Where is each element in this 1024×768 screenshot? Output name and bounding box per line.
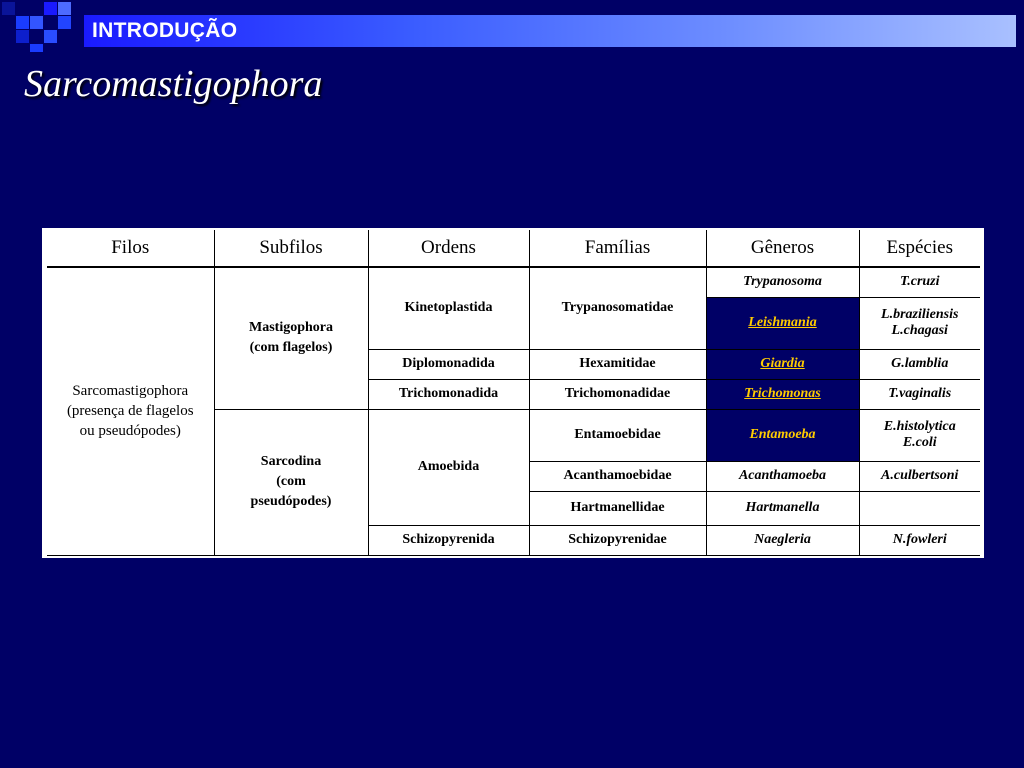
genero-leishmania-cell [706,297,859,349]
genero-trypanosoma: Trypanosoma [706,267,859,297]
subfilo-mastigophora-name: Mastigophora [249,320,333,336]
especie-aculbertsoni: A.culbertsoni [859,461,980,491]
familia-hartmanellidae: Hartmanellidae [529,491,706,525]
familia-trypanosomatidae: Trypanosomatidae [529,267,706,349]
especie-ehistolytica: E.histolytica [883,419,956,434]
ordem-kinetoplastida: Kinetoplastida [368,267,529,349]
genero-entamoeba-cell [706,409,859,461]
especie-nfowleri: N.fowleri [859,525,980,555]
familia-schizopyrenidae: Schizopyrenidae [529,525,706,555]
taxonomy-table [47,230,980,556]
subfilo-sarcodina [214,409,368,555]
especie-lchagasi: L.chagasi [891,323,948,338]
header-subfilos: Subfilos [214,230,368,267]
familia-hexamitidae: Hexamitidae [529,349,706,379]
ordem-diplomonadida: Diplomonadida [368,349,529,379]
ordem-trichomonadida: Trichomonadida [368,379,529,409]
familia-entamoebidae: Entamoebidae [529,409,706,461]
especie-glamblia: G.lamblia [859,349,980,379]
taxonomy-table-container [42,228,984,558]
subfilo-sarcodina-desc-1: (com [276,474,306,489]
genero-giardia-link[interactable]: Giardia [760,356,805,371]
table-header-row [47,230,980,267]
subfilo-sarcodina-desc-2: pseudópodes) [250,494,332,509]
header-ordens: Ordens [368,230,529,267]
table-row [47,267,980,297]
genero-entamoeba: Entamoeba [749,427,816,442]
slide-title: Sarcomastigophora [24,63,323,105]
header-familias: Famílias [529,230,706,267]
genero-trichomonas-link[interactable]: Trichomonas [744,386,821,401]
especie-lbraziliensis: L.braziliensis [881,307,959,322]
familia-acanthamoebidae: Acanthamoebidae [529,461,706,491]
subfilo-mastigophora-desc: (com flagelos) [249,340,333,356]
filo-name: Sarcomastigophora [72,383,189,400]
ordem-schizopyrenida: Schizopyrenida [368,525,529,555]
especie-tvaginalis: T.vaginalis [859,379,980,409]
filo-desc-2: ou pseudópodes) [79,423,181,440]
genero-naegleria: Naegleria [706,525,859,555]
header-filos: Filos [47,230,214,267]
familia-trichomonadidae: Trichomonadidae [529,379,706,409]
corner-decoration [0,0,90,60]
subfilo-mastigophora [214,267,368,409]
especie-ecoli: E.coli [902,435,937,450]
especie-tcruzi: T.cruzi [859,267,980,297]
ordem-amoebida: Amoebida [368,409,529,525]
subfilo-sarcodina-name: Sarcodina [260,454,322,469]
header-especies: Espécies [859,230,980,267]
genero-trichomonas-cell [706,379,859,409]
section-title: INTRODUÇÃO [92,19,238,42]
genero-hartmanella: Hartmanella [706,491,859,525]
especie-leishmania [859,297,980,349]
genero-acanthamoeba: Acanthamoeba [706,461,859,491]
filo-cell [47,267,214,555]
header-generos: Gêneros [706,230,859,267]
filo-desc-1: (presença de flagelos [66,403,194,420]
genero-giardia-cell [706,349,859,379]
especie-empty [859,491,980,525]
genero-leishmania-link[interactable]: Leishmania [748,315,817,330]
especie-entamoeba [859,409,980,461]
